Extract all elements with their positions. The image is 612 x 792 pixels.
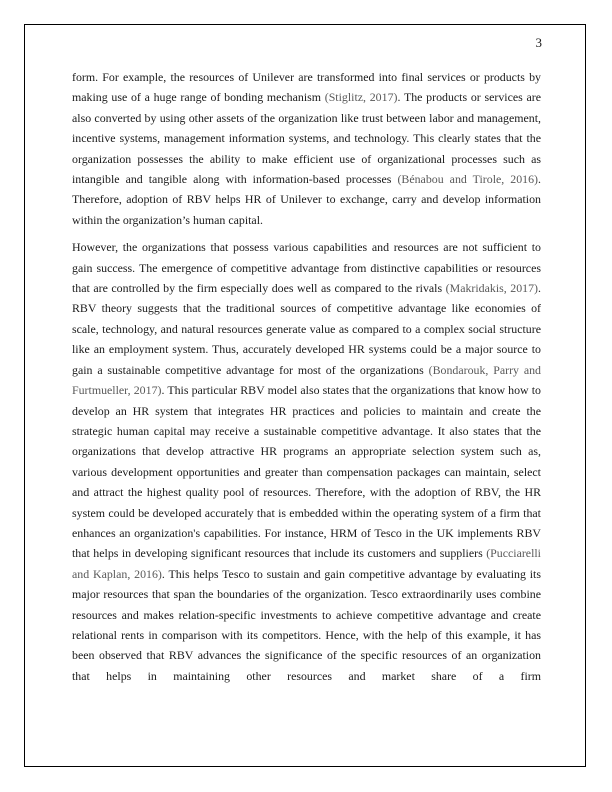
text-run: . This particular RBV model also states that the organizations that know how to develop an HR system that integrates HR practices and policies to maintain and create the strategic human capital may receive a sustainable competitive advantage. It also states that the organizations that develop attractive HR programs an appropriate selection system such as, various development opportunities and greater than compensation packages can maintain, select and attract the highest quality pool of resources. Therefore, with the adoption of RBV, the HR system could be developed accurately that is embedded within the operating system of a firm that enhances an organization's capabilities. For instance, HRM of Tesco in the UK implements RBV that helps in developing significant resources that include its customers and suppliers [72, 383, 541, 561]
paragraph [72, 237, 541, 686]
page-number: 3 [535, 35, 542, 50]
citation: (Makridakis, 2017) [445, 281, 539, 296]
text-run: However, the organizations that possess various capabilities and resources are not sufficient to gain success. The emergence of competitive advantage from distinctive capabilities or resources that are controlled by the firm especially does well as compared to the rivals [72, 240, 541, 296]
citation: (Bondarouk, Parry and Furtmueller, 2017) [72, 362, 541, 398]
text-run: . This helps Tesco to sustain and gain competitive advantage by evaluating its major resources that span the boundaries of the organization. Tesco extraordinarily uses combine resources and makes relation-specific investments to achieve competitive advantage and create relational rents in comparison with its competitors. Hence, with the help of this example, it has been observed that RBV advances the significance of the specific resources of an organization that helps in maintaining other resources and market share of a firm [72, 566, 541, 683]
text-run: form. For example, the resources of Unilever are transformed into final services or products by making use of a huge range of bonding mechanism [72, 70, 541, 105]
citation: (Pucciarelli and Kaplan, 2016) [72, 546, 541, 581]
paragraph [72, 67, 541, 230]
citation: (Stiglitz, 2017) [324, 90, 398, 105]
text-run: . The products or services are also converted by using other assets of the organization like trust between labor and management, incentive systems, management information systems, and technology. This clearly states that the organization possesses the ability to make efficient use of organizational processes such as intangible and tangible along with information-based processes [72, 90, 541, 187]
text-run: . RBV theory suggests that the traditional sources of competitive advantage like economies of scale, technology, and natural resources generate value as compared to a complex social structure like an employment system. Thus, accurately developed HR systems could be a major source to gain a sustainable competitive advantage for most of the organizations [72, 281, 542, 377]
document-body [72, 67, 541, 686]
text-run: . Therefore, adoption of RBV helps HR of Unilever to exchange, carry and develop information within the organization’s human capital. [72, 172, 541, 227]
citation: (Bénabou and Tirole, 2016) [397, 172, 539, 187]
